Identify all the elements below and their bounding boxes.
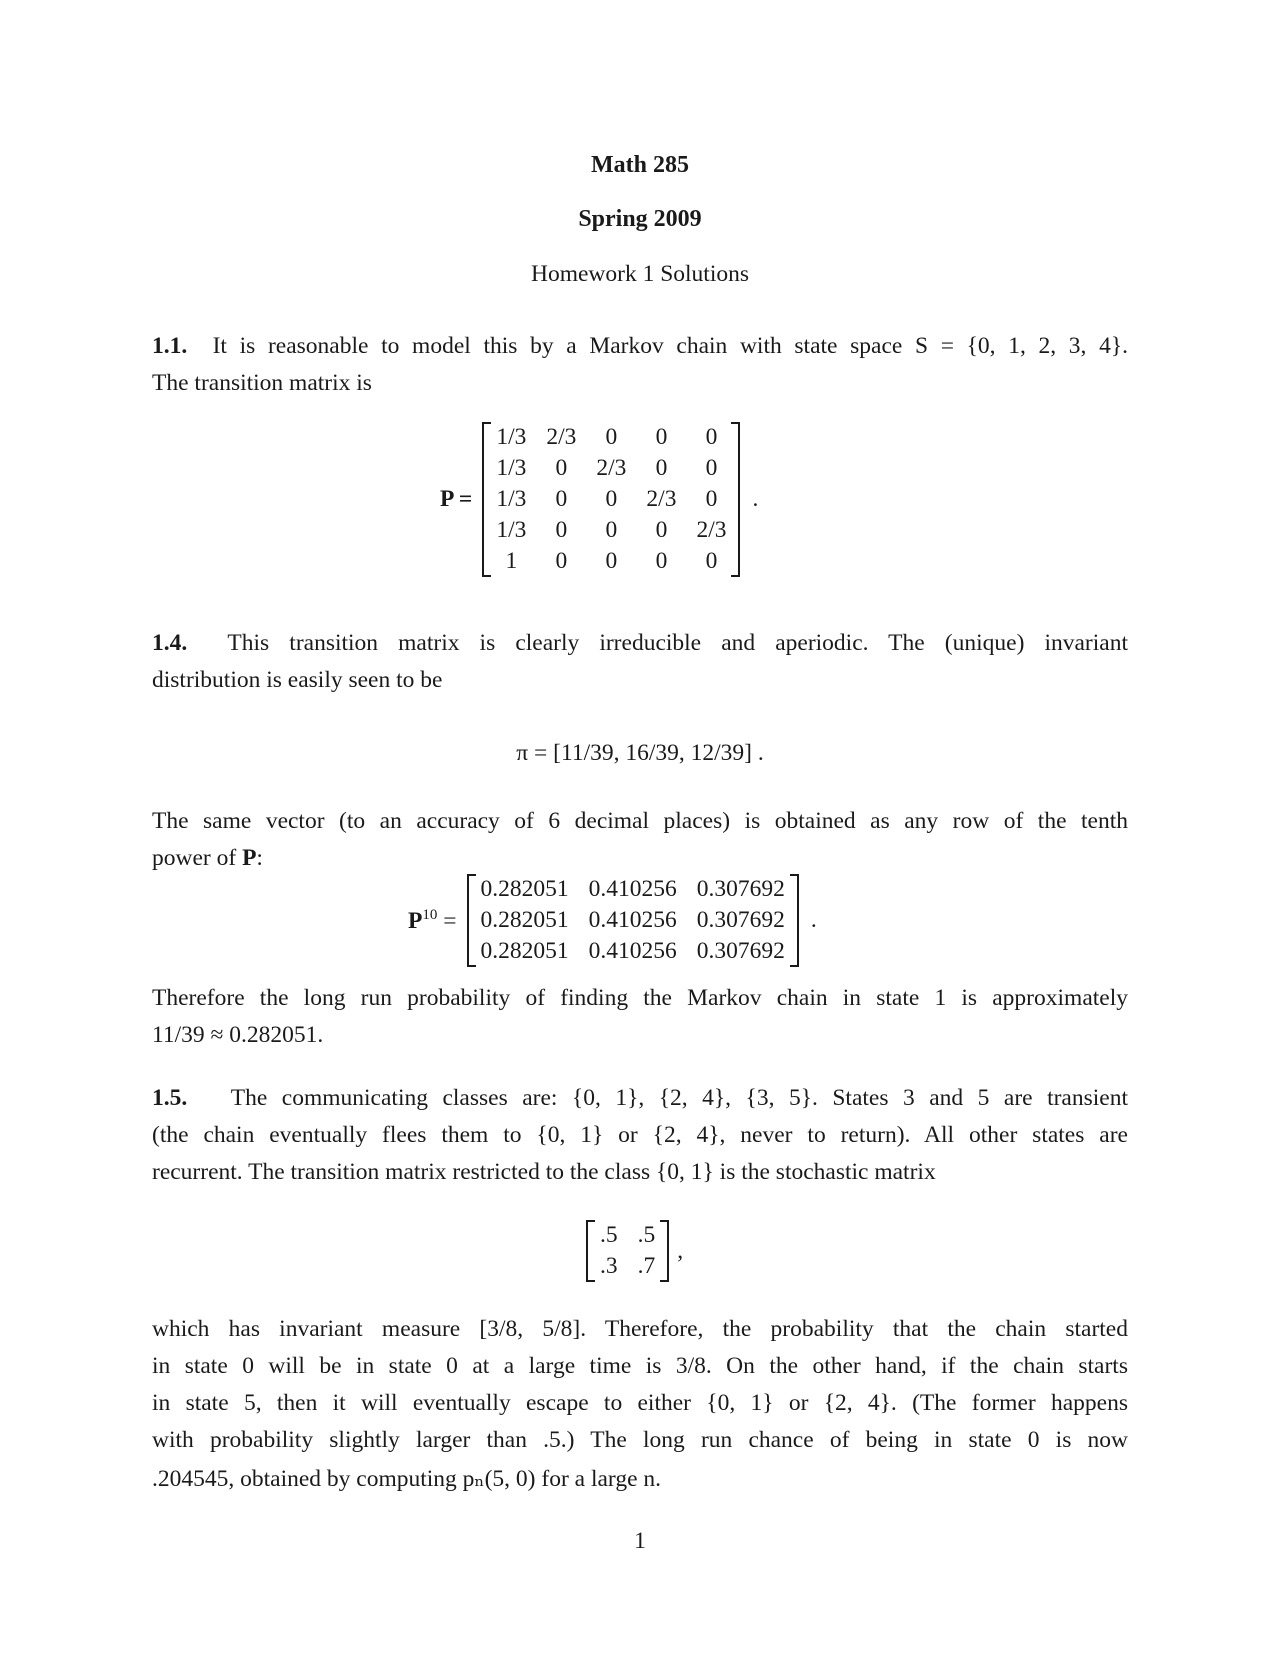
s14-line-3: The same vector (to an accuracy of 6 decimal places) is obtained as any row of the tenth xyxy=(152,808,1128,834)
matrix-row xyxy=(486,484,736,515)
course-title: Math 285 xyxy=(591,152,689,178)
matrix-end: , xyxy=(677,1237,684,1264)
exponent: 10 xyxy=(422,906,438,923)
matrix-cell: 0.410256 xyxy=(588,938,677,964)
matrix-cell: 2/3 xyxy=(596,455,627,481)
s15-line-4: which has invariant measure [3/8, 5/8]. Therefore, the probability that the chain started xyxy=(152,1316,1128,1342)
text: P xyxy=(242,845,257,871)
matrix-cell: 0 xyxy=(655,548,668,574)
matrix-cell: 0.410256 xyxy=(588,907,677,933)
matrix-cell: 0.307692 xyxy=(696,876,785,902)
matrix-cell: 0.307692 xyxy=(696,907,785,933)
matrix-lhs: P = xyxy=(440,486,473,512)
matrix-cell: 0.282051 xyxy=(480,876,569,902)
s14-line-4 xyxy=(152,845,1128,872)
matrix-cell: .5 xyxy=(637,1222,656,1248)
matrix-cell: 0 xyxy=(605,517,618,543)
s15-line-6: in state 5, then it will eventually escape to either {0, 1} or {2, 4}. (The former happens xyxy=(152,1390,1128,1416)
matrix-cell: 2/3 xyxy=(646,486,677,512)
page-number: 1 xyxy=(634,1528,646,1554)
matrix-cell: 0 xyxy=(705,455,718,481)
matrix-end: . xyxy=(810,907,817,933)
text: power of xyxy=(152,845,243,871)
matrix-cell: 0 xyxy=(655,424,668,450)
s15-line-3: recurrent. The transition matrix restricted to the class {0, 1} is the stochastic matrix xyxy=(152,1159,936,1185)
matrix-cell: .5 xyxy=(600,1222,618,1248)
matrix-cell: 0 xyxy=(605,424,618,450)
matrix-lhs xyxy=(408,907,457,935)
s15-line-1 xyxy=(152,1085,1128,1112)
matrix-row xyxy=(590,1251,665,1282)
section-label: 1.4. xyxy=(152,630,188,656)
matrix-cell: 0 xyxy=(705,424,718,450)
matrix-end: . xyxy=(752,486,759,512)
section-label: 1.1. xyxy=(152,333,188,359)
matrix-cell: 2/3 xyxy=(546,424,577,450)
matrix-row xyxy=(486,453,736,484)
matrix-cell: 0 xyxy=(655,455,668,481)
s14-line-6: 11/39 ≈ 0.282051. xyxy=(152,1022,324,1048)
matrix-cell: 0.282051 xyxy=(480,907,569,933)
text: It is reasonable to model this by a Markov chain with state space S = {0, 1, 2, 3, 4}. xyxy=(212,333,1129,359)
document-subtitle: Homework 1 Solutions xyxy=(530,261,750,287)
matrix-row xyxy=(471,905,795,936)
matrix-row xyxy=(471,936,795,967)
matrix-cell: .7 xyxy=(637,1253,656,1279)
text: P xyxy=(408,907,423,934)
matrix-cell: 1/3 xyxy=(496,424,527,450)
matrix-cell: 0 xyxy=(555,548,568,574)
matrix-cell: .3 xyxy=(600,1253,618,1279)
matrix-row xyxy=(486,422,736,453)
text: : xyxy=(256,845,263,871)
text: = xyxy=(443,907,457,934)
s15-line-8: .204545, obtained by computing pₙ(5, 0) for a large n. xyxy=(152,1466,662,1492)
matrix-cell: 0 xyxy=(555,486,568,512)
matrix-cell: 2/3 xyxy=(696,517,727,543)
text: This transition matrix is clearly irreducible and aperiodic. The (unique) invariant xyxy=(227,630,1128,656)
matrix-cell: 0 xyxy=(605,548,618,574)
s14-line-5: Therefore the long run probability of finding the Markov chain in state 1 is approximately xyxy=(152,985,1128,1011)
term-title: Spring 2009 xyxy=(578,206,702,232)
s14-line-1 xyxy=(152,630,1128,657)
invariant-distribution-equation: π = [11/39, 16/39, 12/39] . xyxy=(516,740,764,766)
matrix-cell: 1/3 xyxy=(496,517,527,543)
matrix-cell: 0 xyxy=(605,486,618,512)
matrix-cell: 1/3 xyxy=(496,486,527,512)
matrix-table xyxy=(471,874,795,967)
transition-matrix xyxy=(440,422,758,577)
matrix-row xyxy=(486,515,736,546)
s15-line-7: with probability slightly larger than .5.) The long run chance of being in state 0 is now xyxy=(152,1427,1128,1453)
matrix-cell: 0 xyxy=(555,455,568,481)
tenth-power-matrix xyxy=(408,874,817,967)
matrix-row xyxy=(486,546,736,577)
stochastic-matrix xyxy=(586,1220,683,1282)
s15-line-5: in state 0 will be in state 0 at a large time is 3/8. On the other hand, if the chain starts xyxy=(152,1353,1128,1379)
matrix-cell: 0.410256 xyxy=(588,876,677,902)
s14-line-2: distribution is easily seen to be xyxy=(152,667,443,693)
matrix-cell: 0 xyxy=(705,548,718,574)
matrix-row xyxy=(590,1220,665,1251)
s11-line-2: The transition matrix is xyxy=(152,370,372,396)
matrix-cell: 1/3 xyxy=(496,455,527,481)
s15-line-2: (the chain eventually flees them to {0, 1} or {2, 4}, never to return). All other states are xyxy=(152,1122,1128,1148)
s11-line-1 xyxy=(152,333,1128,360)
matrix-cell: 0 xyxy=(655,517,668,543)
matrix-row xyxy=(471,874,795,905)
matrix-cell: 0.307692 xyxy=(696,938,785,964)
matrix-table xyxy=(486,422,736,577)
matrix-cell: 0.282051 xyxy=(480,938,569,964)
section-label: 1.5. xyxy=(152,1085,188,1111)
matrix-cell: 0 xyxy=(705,486,718,512)
matrix-cell: 1 xyxy=(505,548,518,574)
matrix-cell: 0 xyxy=(555,517,568,543)
matrix-table xyxy=(590,1220,665,1282)
text: The communicating classes are: {0, 1}, {2, 4}, {3, 5}. States 3 and 5 are transient xyxy=(230,1085,1129,1111)
